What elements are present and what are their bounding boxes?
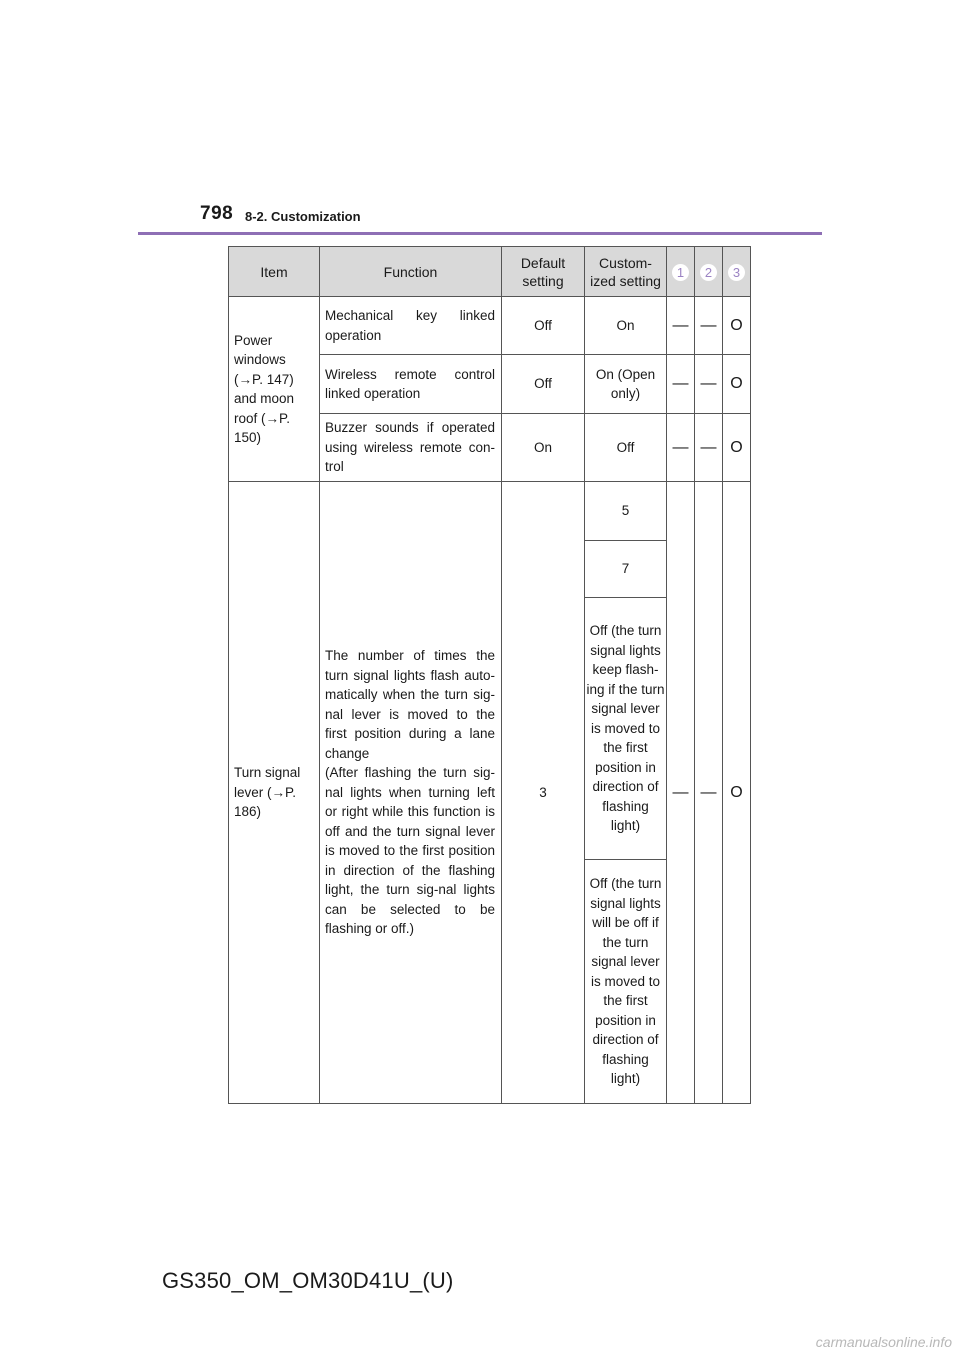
section-title: 8-2. Customization [245, 209, 361, 224]
function-cell: Wireless remote control linked operation [320, 355, 502, 414]
table-row [229, 482, 751, 541]
customization-table [228, 246, 751, 1104]
header-method-1 [667, 247, 695, 297]
customized-cell: On [585, 297, 667, 355]
header-method-3 [723, 247, 751, 297]
default-cell: Off [502, 297, 585, 355]
item-turn-signal-lever: Turn signal lever (→P. 186) [229, 482, 320, 1104]
function-cell: Buzzer sounds if operated using wireless remote con-trol [320, 414, 502, 482]
header-method-2 [695, 247, 723, 297]
page-number: 798 [200, 203, 234, 224]
function-turn-signal [320, 482, 502, 1104]
header-function: Function [320, 247, 502, 297]
method-1-cell: — [667, 355, 695, 414]
option-cell: 7 [585, 541, 667, 598]
customized-cell: Off [585, 414, 667, 482]
default-cell: Off [502, 355, 585, 414]
method-2-cell: — [695, 482, 723, 1104]
manual-code: GS350_OM_OM30D41U_(U) [162, 1268, 454, 1293]
function-paragraph: The number of times the turn signal lights flash auto-matically when the turn sig-nal lever is moved to the first position during a lane change [325, 648, 495, 761]
option-cell: 5 [585, 482, 667, 541]
method-3-cell: O [723, 482, 751, 1104]
method-2-cell: — [695, 414, 723, 482]
method-3-cell: O [723, 355, 751, 414]
default-cell: On [502, 414, 585, 482]
watermark: carmanualsonline.info [815, 1334, 952, 1350]
method-3-cell: O [723, 414, 751, 482]
item-power-windows: Power windows (→P. 147) and moon roof (→P. 150) [229, 297, 320, 482]
option-cell: Off (the turn signal lights will be off if the turn signal lever is moved to the first position in direction of flashing light) [585, 860, 667, 1104]
circled-number-1: 1 [672, 264, 689, 281]
customized-cell: On (Open only) [585, 355, 667, 414]
function-cell: Mechanical key linked operation [320, 297, 502, 355]
header-item: Item [229, 247, 320, 297]
table-header-row [229, 247, 751, 297]
header-default-setting: Default setting [502, 247, 585, 297]
default-cell: 3 [502, 482, 585, 1104]
table-row [229, 297, 751, 355]
circled-number-3: 3 [728, 264, 745, 281]
header-customized-setting: Custom-ized setting [585, 247, 667, 297]
method-1-cell: — [667, 297, 695, 355]
header-divider [138, 232, 822, 235]
function-paragraph-note: (After flashing the turn sig-nal lights when turning left or right while this function is off and the turn signal lever is moved to the first position in direction of the flashing light, the turn sig-nal lights can be selected to be flashing or off.) [325, 765, 495, 937]
method-1-cell: — [667, 414, 695, 482]
option-cell: Off (the turn signal lights keep flash-ing if the turn signal lever is moved to the first position in direction of flashing light) [585, 598, 667, 860]
method-3-cell: O [723, 297, 751, 355]
method-1-cell: — [667, 482, 695, 1104]
method-2-cell: — [695, 355, 723, 414]
circled-number-2: 2 [700, 264, 717, 281]
method-2-cell: — [695, 297, 723, 355]
